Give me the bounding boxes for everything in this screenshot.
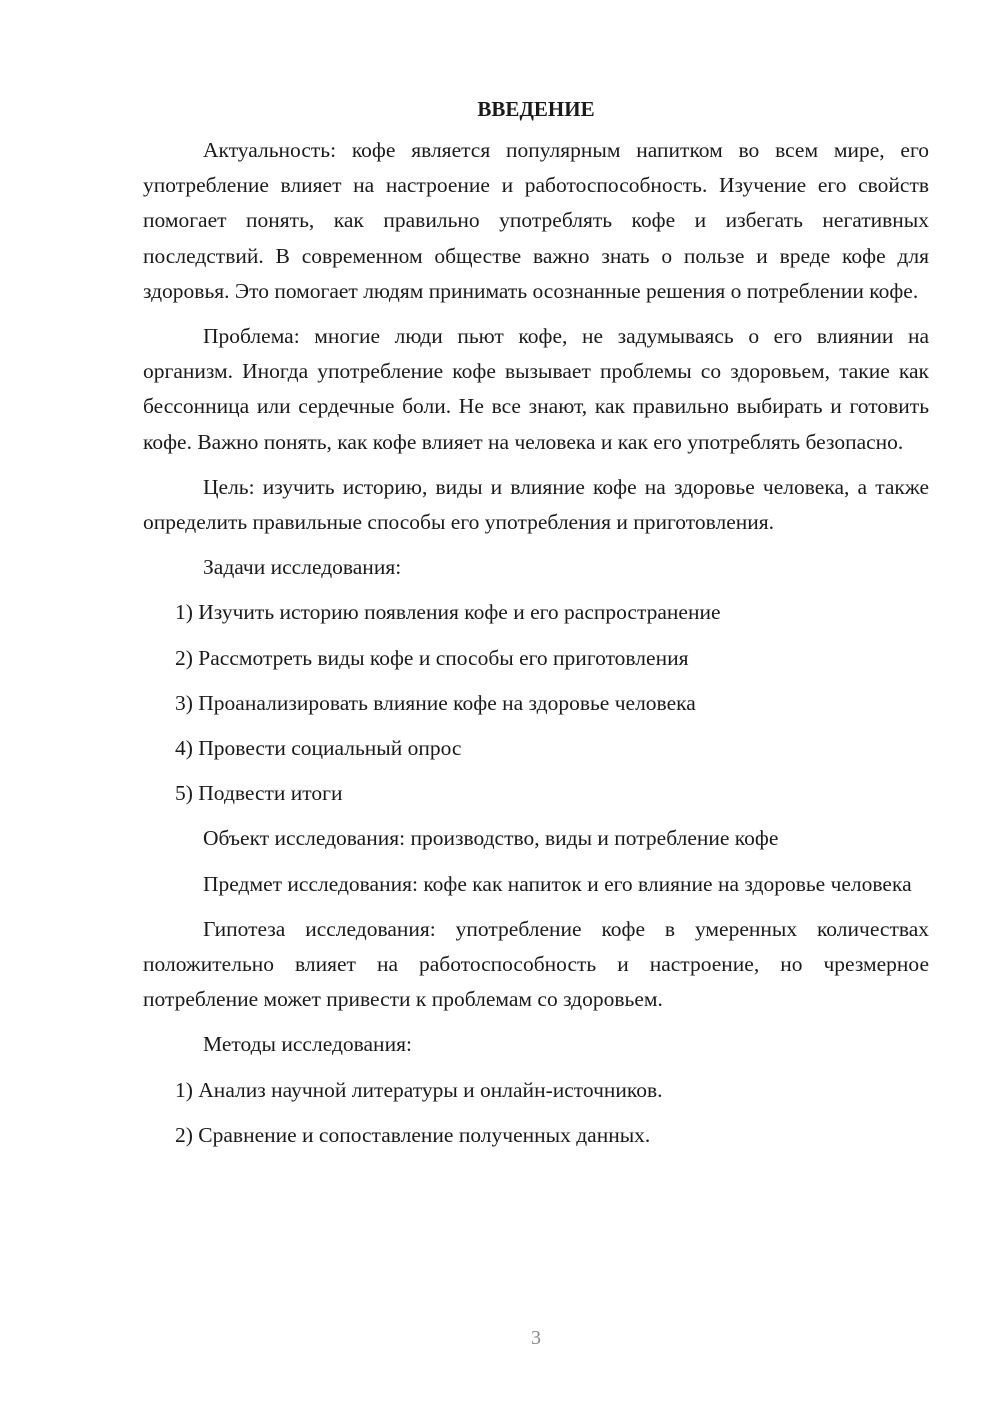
task-item: 1) Изучить историю появления кофе и его распространение — [175, 600, 721, 625]
object-paragraph: Объект исследования: производство, виды и потребление кофе — [203, 826, 779, 851]
methods-heading: Методы исследования: — [203, 1032, 412, 1057]
tasks-heading: Задачи исследования: — [203, 555, 402, 580]
goal-paragraph: Цель: изучить историю, виды и влияние кофе на здоровье человека, а также определить правильные способы его употребления и приготовления. — [143, 474, 929, 535]
task-item: 2) Рассмотреть виды кофе и способы его приготовления — [175, 645, 689, 670]
method-item: 1) Анализ научной литературы и онлайн-источников. — [175, 1077, 663, 1102]
problem-paragraph: Проблема: многие люди пьют кофе, не задумываясь о его влиянии на организм. Иногда употребление кофе вызывает проблемы со здоровьем, такие как бессонница или сердечные боли. Не все знают, как правильно выбирать и готовить кофе. Важно понять, как кофе влияет на человека и как его употреблять безопасно. — [143, 324, 929, 454]
relevance-paragraph: Актуальность: кофе является популярным напитком во всем мире, его употребление влияет на настроение и работоспособность. Изучение его свойств помогает понять, как правильно употреблять кофе и избегать негативных последствий. В современном обществе важно знать о пользе и вреде кофе для здоровья. Это помогает людям принимать осознанные решения о потреблении кофе. — [143, 138, 929, 303]
task-item: 3) Проанализировать влияние кофе на здоровье человека — [175, 690, 696, 715]
task-item: 5) Подвести итоги — [175, 781, 343, 806]
subject-paragraph: Предмет исследования: кофе как напиток и его влияние на здоровье человека — [203, 871, 912, 896]
section-title: ВВЕДЕНИЕ — [477, 97, 595, 121]
task-item: 4) Провести социальный опрос — [175, 736, 462, 761]
document-page — [143, 92, 929, 1163]
page-number: 3 — [531, 1327, 541, 1349]
method-item: 2) Сравнение и сопоставление полученных данных. — [175, 1122, 651, 1147]
hypothesis-paragraph: Гипотеза исследования: употребление кофе в умеренных количествах положительно влияет на работоспособность и настроение, но чрезмерное потребление может привести к проблемам со здоровьем. — [143, 916, 929, 1012]
